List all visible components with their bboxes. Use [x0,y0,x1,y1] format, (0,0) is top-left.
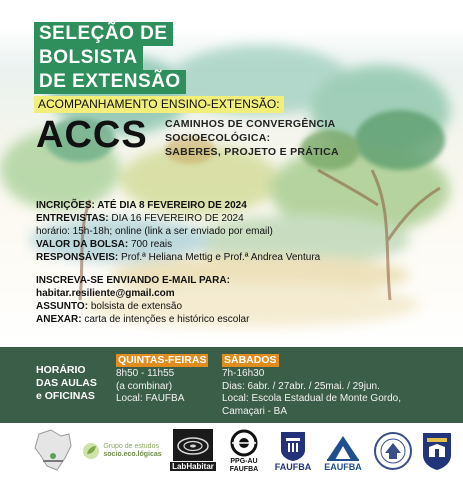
seal-icon [373,431,413,471]
saturday-place-1: Local: Escola Estadual de Monte Gordo, [222,393,401,404]
labhabitar-icon [172,428,214,462]
ppgau-label-2: FAUFBA [229,466,259,473]
saturday-badge: SÁBADOS [224,354,277,366]
title-line-2: BOLSISTA [34,46,143,70]
assunto-label: ASSUNTO: [36,301,89,312]
schedule-heading-3: e OFICINAS [36,390,95,402]
assunto-value: bolsista de extensão [90,301,182,312]
labhabitar-logo [168,425,218,473]
email-address[interactable]: habitar.resiliente@gmail.com [36,288,175,299]
assunto-line [36,300,182,313]
anexar-label: ANEXAR: [36,314,82,325]
schedule-heading-1: HORÁRIO [36,364,86,376]
ppgau-logo [222,427,266,475]
responsaveis-label: RESPONSÁVEIS: [36,252,119,263]
ufba-crest-icon [420,429,454,471]
saturday-column [222,354,401,418]
leaf-icon [82,442,100,460]
subtitle-highlight: ACOMPANHAMENTO ENSINO-EXTENSÃO: [34,96,284,113]
ppgau-icon [227,428,261,458]
anexar-value: carta de intenções e histórico escolar [84,314,250,325]
entrevistas-value: DIA 16 FEVEREIRO DE 2024 [111,213,244,224]
faufba-crest-icon [278,430,308,462]
accs-sub-line-2: SOCIOECOLÓGICA: [165,132,271,144]
thursday-place: Local: FAUFBA [116,393,185,404]
faufba-logo [270,427,316,475]
bolsa-line [36,238,172,251]
horario-line: horário: 15h-18h; online (link a ser enviado por email) [36,226,273,237]
thursday-time: 8h50 - 11h55 [116,368,175,379]
accs-subtitle [165,117,339,159]
email-line[interactable] [36,287,175,300]
faufba-label: FAUFBA [274,462,312,472]
title-line-1: SELEÇÃO DE [34,22,173,46]
eaufba-logo [318,429,368,475]
circular-seal-logo [372,429,414,473]
title-line-3: DE EXTENSÃO [34,70,186,94]
ufba-crest-logo [418,427,456,473]
entrevistas-line [36,212,244,225]
accs-sub-line-3: SABERES, PROJETO E PRÁTICA [165,146,339,158]
grupo-estudos-logo [80,437,164,465]
schedule-band [0,347,463,423]
saturday-days: Dias: 6abr. / 27abr. / 25mai. / 29jun. [222,380,380,392]
labhabitar-label: LabHabitar [172,461,214,471]
schedule-heading [36,364,97,403]
bolsa-label: VALOR DA BOLSA: [36,239,129,250]
logo-strip [0,423,463,480]
bolsa-value: 700 reais [131,239,173,250]
inscricoes-line [36,199,247,212]
eaufba-icon [323,432,363,462]
grupo-logo-line-2: socio.eco.lógicas [103,451,162,458]
inscreva-heading [36,274,230,287]
anexar-line [36,313,249,326]
thursday-column [116,354,208,406]
map-logo [30,427,76,475]
responsaveis-line [36,251,320,264]
accs-heading: ACCS [36,114,148,156]
schedule-heading-2: DAS AULAS [36,377,97,389]
saturday-place-2: Camaçari - BA [222,405,288,417]
accs-sub-line-1: CAMINHOS DE CONVERGÊNCIA [165,118,336,130]
inscreva-text: INSCREVA-SE ENVIANDO E-MAIL PARA: [36,275,230,286]
thursday-note: (a combinar) [116,380,173,392]
inscricoes-text: INCRIÇÕES: ATÉ DIA 8 FEVEREIRO DE 2024 [36,200,247,211]
grupo-logo-line-1: Grupo de estudos [103,443,159,450]
entrevistas-label: ENTREVISTAS: [36,213,109,224]
ppgau-label-1: PPG-AU [230,458,258,465]
eaufba-label: EAUFBA [324,462,362,472]
responsaveis-value: Prof.ª Heliana Mettig e Prof.ª Andrea Ventura [121,252,321,263]
saturday-time: 7h-16h30 [222,368,265,379]
thursday-badge: QUINTAS-FEIRAS [118,354,207,366]
